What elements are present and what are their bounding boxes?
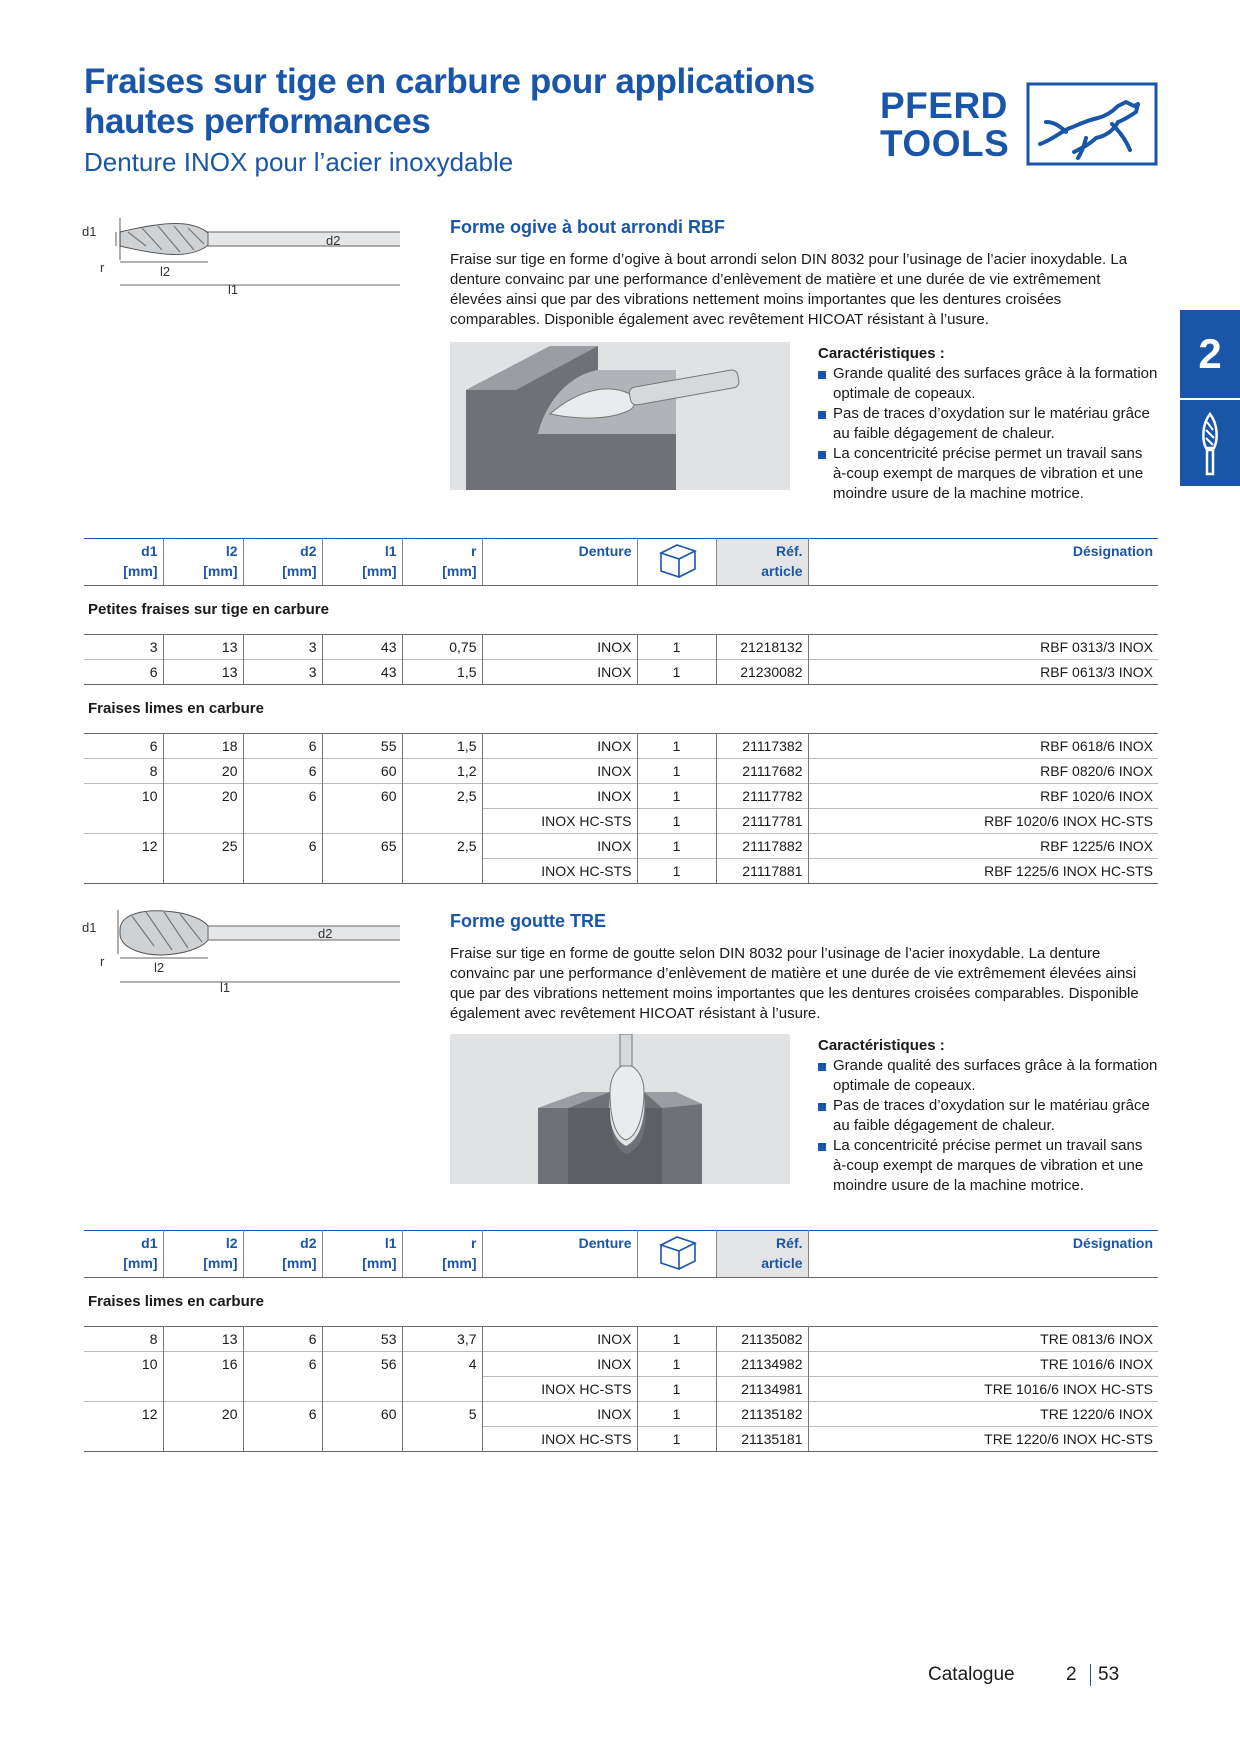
dim-label-r: r — [100, 260, 105, 275]
rbf-burr-illustration — [450, 342, 790, 490]
rbf-product-table — [84, 538, 1158, 884]
dim-label-d2: d2 — [318, 926, 333, 941]
dim-label-l2: l2 — [154, 960, 165, 975]
footer-page-number: 53 — [1098, 1664, 1120, 1685]
col-header-packaging — [637, 1231, 716, 1278]
packaging-box-icon — [655, 539, 699, 579]
tre-application-photo — [450, 1034, 790, 1184]
logo-line-2: TOOLS — [880, 123, 1010, 164]
tre-burr-illustration — [450, 1034, 790, 1184]
chapter-tab — [1180, 310, 1240, 486]
table-row: 8 13 6 53 3,7 INOX 1 21135082 TRE 0813/6 INOX — [84, 1327, 1158, 1352]
chapter-number: 2 — [1198, 330, 1222, 377]
feature-item: Pas de traces d’oxydation sur le matériau grâce au faible dégagement de chaleur. — [818, 404, 1158, 444]
col-header-r: r [mm] — [402, 539, 482, 586]
table-row: INOX HC-STS 1 21134981 TRE 1016/6 INOX HC-STS — [84, 1377, 1158, 1402]
section-description-tre: Fraise sur tige en forme de goutte selon DIN 8032 pour l’usinage de l’acier inoxydable. La denture convainc par une performance d’enlèvement de matière et une durée de vie extrêmement élevées ainsi que par des vibrations nettement moins importantes que les dentures croisées comparables. Disponible également avec revêtement HICOAT résistant à l’usure. — [450, 945, 1139, 1022]
feature-item: Grande qualité des surfaces grâce à la formation optimale de copeaux. — [818, 1056, 1158, 1096]
col-header-d2: d2 [mm] — [243, 1231, 322, 1278]
page-subtitle: Denture INOX pour l’acier inoxydable — [84, 147, 514, 177]
horse-logo-icon — [1026, 82, 1158, 166]
section-title-rbf: Forme ogive à bout arrondi RBF — [450, 217, 726, 237]
dim-label-d1: d1 — [82, 224, 97, 239]
col-header-l1: l1 [mm] — [322, 1231, 402, 1278]
page-title: Fraises sur tige en carbure pour applications hautes performances — [84, 62, 815, 141]
col-header-designation: Désignation — [808, 1231, 1158, 1278]
table-row: 3 13 3 43 0,75 INOX 1 21218132 RBF 0313/3 INOX — [84, 635, 1158, 660]
table-header-row — [84, 1231, 1158, 1278]
col-header-denture: Denture — [482, 1231, 637, 1278]
tab-divider — [1180, 398, 1240, 400]
col-header-denture: Denture — [482, 539, 637, 586]
footer-label: Catalogue — [928, 1664, 1015, 1685]
features-title-tre: Caractéristiques : — [818, 1037, 945, 1054]
dim-label-d2: d2 — [326, 233, 341, 248]
table-row: 10 20 6 60 2,5 INOX 1 21117782 RBF 1020/6 INOX — [84, 784, 1158, 809]
footer-separator — [1090, 1664, 1091, 1686]
table-row: INOX HC-STS 1 21117781 RBF 1020/6 INOX HC-STS — [84, 809, 1158, 834]
packaging-box-icon — [655, 1231, 699, 1271]
col-header-packaging — [637, 539, 716, 586]
group-title: Fraises limes en carbure — [88, 700, 264, 717]
table-row: 12 25 6 65 2,5 INOX 1 21117882 RBF 1225/6 INOX — [84, 834, 1158, 859]
features-rbf — [818, 344, 1158, 504]
table-row: 10 16 6 56 4 INOX 1 21134982 TRE 1016/6 INOX — [84, 1352, 1158, 1377]
col-header-d1: d1 [mm] — [84, 1231, 163, 1278]
features-tre — [818, 1036, 1158, 1196]
feature-item: La concentricité précise permet un travail sans à-coup exempt de marques de vibration et une moindre usure de la machine motrice. — [818, 444, 1158, 504]
logo-line-1: PFERD — [880, 85, 1008, 126]
table-row: INOX HC-STS 1 21117881 RBF 1225/6 INOX HC-STS — [84, 859, 1158, 884]
dim-label-l1: l1 — [228, 282, 239, 297]
table-row: INOX HC-STS 1 21135181 TRE 1220/6 INOX HC-STS — [84, 1427, 1158, 1452]
group-title: Petites fraises sur tige en carbure — [88, 601, 329, 618]
col-header-designation: Désignation — [808, 539, 1158, 586]
col-header-l2: l2 [mm] — [163, 539, 243, 586]
dim-label-d1: d1 — [82, 920, 97, 935]
rbf-application-photo — [450, 342, 790, 490]
features-title-rbf: Caractéristiques : — [818, 345, 945, 362]
feature-item: La concentricité précise permet un travail sans à-coup exempt de marques de vibration et une moindre usure de la machine motrice. — [818, 1136, 1158, 1196]
col-header-d2: d2 [mm] — [243, 539, 322, 586]
col-header-r: r [mm] — [402, 1231, 482, 1278]
section-title-tre: Forme goutte TRE — [450, 911, 606, 931]
col-header-ref: Réf. article — [716, 1231, 808, 1278]
table-row: 8 20 6 60 1,2 INOX 1 21117682 RBF 0820/6 INOX — [84, 759, 1158, 784]
col-header-ref: Réf. article — [716, 539, 808, 586]
tre-product-table — [84, 1230, 1158, 1452]
group-title: Fraises limes en carbure — [88, 1293, 264, 1310]
feature-item: Grande qualité des surfaces grâce à la formation optimale de copeaux. — [818, 364, 1158, 404]
burr-icon — [1198, 410, 1222, 478]
dim-label-l2: l2 — [160, 264, 171, 279]
table-row: 6 18 6 55 1,5 INOX 1 21117382 RBF 0618/6 INOX — [84, 734, 1158, 759]
rbf-dimension-drawing — [80, 210, 400, 300]
table-header-row — [84, 539, 1158, 586]
footer-chapter: 2 — [1066, 1664, 1077, 1685]
table-row: 6 13 3 43 1,5 INOX 1 21230082 RBF 0613/3 INOX — [84, 660, 1158, 685]
col-header-l2: l2 [mm] — [163, 1231, 243, 1278]
dim-label-r: r — [100, 954, 105, 969]
section-description-rbf: Fraise sur tige en forme d’ogive à bout arrondi selon DIN 8032 pour l’usinage de l’acier inoxydable. La denture convainc par une performance d’enlèvement de matière et une durée de vie extrêmement élevées ainsi que par des vibrations nettement moins importantes que les dentures croisées comparables. Disponible également avec revêtement HICOAT résistant à l’usure. — [450, 251, 1128, 328]
col-header-l1: l1 [mm] — [322, 539, 402, 586]
feature-item: Pas de traces d’oxydation sur le matériau grâce au faible dégagement de chaleur. — [818, 1096, 1158, 1136]
pferd-logo — [880, 82, 1158, 166]
tre-dimension-drawing — [80, 904, 400, 994]
table-row: 12 20 6 60 5 INOX 1 21135182 TRE 1220/6 INOX — [84, 1402, 1158, 1427]
col-header-d1: d1 [mm] — [84, 539, 163, 586]
dim-label-l1: l1 — [220, 980, 231, 994]
